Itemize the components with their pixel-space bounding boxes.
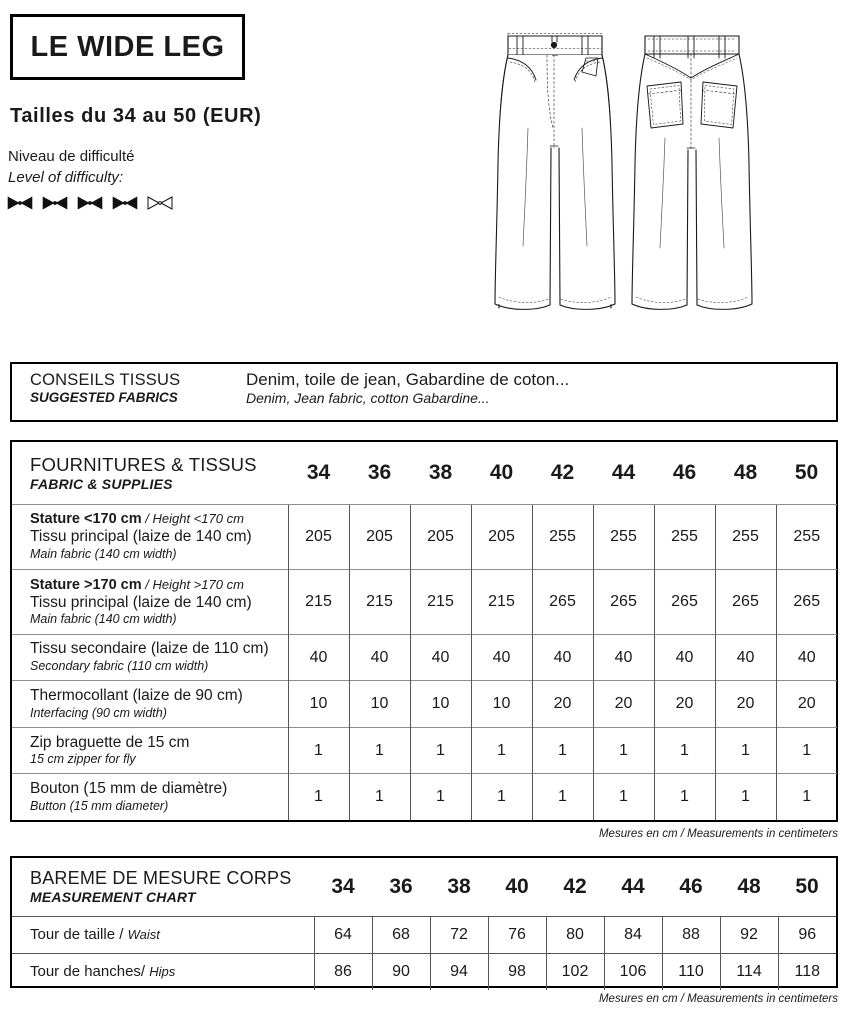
supplies-row-line1-fr: Stature >170 cm [30,576,142,593]
trousers-front-technical-drawing [495,33,615,309]
measurement-cell-r0-c6: 88 [662,916,720,953]
supplies-cell-r1-c4: 265 [532,569,593,634]
supplies-cell-r1-c2: 215 [410,569,471,634]
measurement-cell-r0-c2: 72 [430,916,488,953]
supplies-row-label-en: Secondary fabric (110 cm width) [30,658,209,673]
supplies-cell-r0-c8: 255 [776,504,837,569]
supplies-row-label [12,569,288,634]
supplies-size-header-46: 46 [672,460,697,484]
supplies-row-label [12,681,288,728]
measurement-row-label-fr: Tour de hanches/ [30,963,150,981]
measurement-cell-r0-c5: 84 [604,916,662,953]
measurement-unit-note-1: Mesures en cm / Measurements in centimeters [598,828,838,840]
supplies-cell-r4-c7: 1 [715,727,776,774]
supplies-cell-r4-c8: 1 [776,727,837,774]
difficulty-rating [7,196,173,210]
supplies-size-header-36: 36 [367,460,392,484]
supplies-cell-r1-c1: 215 [349,569,410,634]
supplies-cell-r2-c1: 40 [349,634,410,681]
table-row [12,774,837,820]
measurement-cell-r1-c5: 106 [604,953,662,990]
supplies-cell-r5-c1: 1 [349,774,410,820]
measurement-cell-r1-c7: 114 [720,953,778,990]
supplies-cell-r3-c1: 10 [349,681,410,728]
supplies-cell-r3-c5: 20 [593,681,654,728]
difficulty-bow-filled-icon [7,196,33,210]
supplies-cell-r5-c8: 1 [776,774,837,820]
table-row [12,569,837,634]
supplies-cell-r0-c6: 255 [654,504,715,569]
fabric-advice-label-en: SUGGESTED FABRICS [30,389,178,405]
supplies-row-label-fr: Tissu secondaire (laize de 110 cm) [30,640,269,658]
measurement-cell-r0-c4: 80 [546,916,604,953]
supplies-row-line1-fr: Stature <170 cm [30,511,142,528]
measurement-cell-r0-c1: 68 [372,916,430,953]
supplies-size-header-50: 50 [794,460,819,484]
supplies-row-label-en: Button (15 mm diameter) [30,798,169,813]
table-row [12,727,837,774]
supplies-cell-r2-c5: 40 [593,634,654,681]
measurement-unit-note-2: Mesures en cm / Measurements in centimeters [598,993,838,1005]
table-row [12,953,836,990]
measurement-row-label-fr: Tour de taille / [30,926,128,943]
difficulty-bow-empty-icon [147,196,173,210]
supplies-cell-r0-c7: 255 [715,504,776,569]
supplies-row-label-fr: Tissu principal (laize de 140 cm) [30,593,252,611]
supplies-cell-r5-c7: 1 [715,774,776,820]
measurement-cell-r1-c2: 94 [430,953,488,990]
supplies-row-label-en: Main fabric (140 cm width) [30,547,177,562]
supplies-cell-r1-c6: 265 [654,569,715,634]
measurement-cell-r0-c7: 92 [720,916,778,953]
supplies-row-label [12,634,288,681]
table-row [12,916,836,953]
measurement-header-row [12,858,836,916]
supplies-row-line1 [30,510,282,528]
measurement-row-label-en: Hips [149,964,176,980]
measurement-cell-r1-c3: 98 [488,953,546,990]
supplies-cell-r3-c8: 20 [776,681,837,728]
supplies-size-header-44: 44 [611,460,636,484]
difficulty-label-fr: Niveau de difficulté [8,148,135,165]
supplies-cell-r1-c3: 215 [471,569,532,634]
technical-drawing [490,8,770,338]
supplies-cell-r0-c2: 205 [410,504,471,569]
supplies-row-label [12,774,288,820]
supplies-cell-r1-c0: 215 [288,569,349,634]
supplies-cell-r4-c4: 1 [532,727,593,774]
measurement-row-label-en: Waist [127,927,160,942]
difficulty-bow-filled-icon [42,196,68,210]
supplies-cell-r5-c3: 1 [471,774,532,820]
measurement-size-header-50: 50 [795,874,819,898]
fabric-advice-value-fr: Denim, toile de jean, Gabardine de coton... [246,370,570,389]
table-row [12,364,836,413]
measurement-header-en: MEASUREMENT CHART [30,889,196,906]
fabric-advice-label-fr: CONSEILS TISSUS [30,370,181,389]
suggested-fabrics-table [10,362,838,422]
measurement-size-header-46: 46 [679,874,703,898]
fabric-advice-value [234,364,836,413]
measurement-header-label [12,858,314,916]
supplies-cell-r2-c8: 40 [776,634,837,681]
supplies-grid [12,442,837,820]
supplies-cell-r5-c2: 1 [410,774,471,820]
measurement-size-header-42: 42 [563,874,587,898]
table-row [12,681,837,728]
measurement-cell-r1-c6: 110 [662,953,720,990]
supplies-cell-r0-c0: 205 [288,504,349,569]
supplies-size-header-48: 48 [733,460,758,484]
supplies-cell-r2-c0: 40 [288,634,349,681]
supplies-cell-r2-c3: 40 [471,634,532,681]
supplies-cell-r0-c5: 255 [593,504,654,569]
supplies-row-label-fr: Bouton (15 mm de diamètre) [30,780,228,798]
supplies-size-header-40: 40 [489,460,514,484]
measurement-cell-r0-c8: 96 [778,916,836,953]
supplies-row-line1-en: Height <170 cm [152,511,244,527]
supplies-cell-r3-c4: 20 [532,681,593,728]
supplies-row-label-fr: Thermocollant (laize de 90 cm) [30,686,243,704]
supplies-header-en: FABRIC & SUPPLIES [30,475,173,492]
pattern-title-box [10,14,245,80]
supplies-row-line1-sep: / [141,576,153,592]
supplies-cell-r4-c1: 1 [349,727,410,774]
page-title: LE WIDE LEG [30,30,225,63]
measurement-size-header-38: 38 [447,874,471,898]
measurement-row-label [12,953,314,990]
supplies-row-label-fr: Tissu principal (laize de 140 cm) [30,528,252,546]
supplies-cell-r4-c5: 1 [593,727,654,774]
supplies-cell-r2-c7: 40 [715,634,776,681]
supplies-header-row [12,442,837,504]
measurement-size-header-44: 44 [621,874,645,898]
supplies-cell-r4-c3: 1 [471,727,532,774]
supplies-size-header-38: 38 [428,460,453,484]
measurement-cell-r1-c0: 86 [314,953,372,990]
measurement-size-header-36: 36 [389,874,413,898]
supplies-header-fr: FOURNITURES & TISSUS [30,453,257,475]
supplies-cell-r4-c0: 1 [288,727,349,774]
measurement-cell-r0-c0: 64 [314,916,372,953]
measurement-row-label [12,916,314,953]
measurement-size-header-34: 34 [331,874,355,898]
supplies-row-label [12,504,288,569]
measurement-size-header-40: 40 [505,874,529,898]
supplies-cell-r1-c7: 265 [715,569,776,634]
measurement-cell-r1-c4: 102 [546,953,604,990]
supplies-cell-r2-c2: 40 [410,634,471,681]
supplies-cell-r5-c5: 1 [593,774,654,820]
fabric-and-supplies-table [10,440,838,822]
table-row [12,504,837,569]
supplies-row-label-fr: Zip braguette de 15 cm [30,733,190,751]
measurement-cell-r1-c1: 90 [372,953,430,990]
supplies-header-label [12,442,288,504]
supplies-row-label-en: 15 cm zipper for fly [30,752,136,767]
supplies-cell-r5-c0: 1 [288,774,349,820]
supplies-size-header-34: 34 [306,460,331,484]
measurement-grid [12,858,836,990]
supplies-cell-r3-c3: 10 [471,681,532,728]
supplies-cell-r4-c6: 1 [654,727,715,774]
supplies-cell-r3-c0: 10 [288,681,349,728]
supplies-row-line1-sep: / [141,511,153,527]
supplies-cell-r5-c6: 1 [654,774,715,820]
supplies-cell-r1-c5: 265 [593,569,654,634]
supplies-cell-r0-c1: 205 [349,504,410,569]
supplies-cell-r3-c2: 10 [410,681,471,728]
supplies-cell-r4-c2: 1 [410,727,471,774]
supplies-cell-r3-c7: 20 [715,681,776,728]
supplies-cell-r0-c3: 205 [471,504,532,569]
supplies-cell-r1-c8: 265 [776,569,837,634]
trousers-back-technical-drawing [632,36,752,309]
measurement-cell-r1-c8: 118 [778,953,836,990]
supplies-cell-r0-c4: 255 [532,504,593,569]
measurement-cell-r0-c3: 76 [488,916,546,953]
supplies-row-label-en: Interfacing (90 cm width) [30,705,167,720]
fabric-advice-value-en: Denim, Jean fabric, cotton Gabardine... [246,389,490,406]
measurement-size-header-48: 48 [737,874,761,898]
supplies-cell-r2-c4: 40 [532,634,593,681]
supplies-cell-r3-c6: 20 [654,681,715,728]
supplies-size-header-42: 42 [550,460,575,484]
difficulty-bow-filled-icon [112,196,138,210]
table-row [12,634,837,681]
measurement-header-fr: BAREME DE MESURE CORPS [30,868,292,889]
difficulty-label-en: Level of difficulty: [8,169,124,186]
supplies-cell-r5-c4: 1 [532,774,593,820]
body-measurement-chart-table [10,856,838,988]
supplies-cell-r2-c6: 40 [654,634,715,681]
size-range-label: Tailles du 34 au 50 (EUR) [10,105,262,127]
supplies-row-label [12,727,288,774]
supplies-row-line1-en: Height >170 cm [152,576,244,592]
fabric-advice-label [12,364,234,413]
supplies-row-line1 [30,576,282,594]
difficulty-bow-filled-icon [77,196,103,210]
supplies-row-label-en: Main fabric (140 cm width) [30,612,177,627]
